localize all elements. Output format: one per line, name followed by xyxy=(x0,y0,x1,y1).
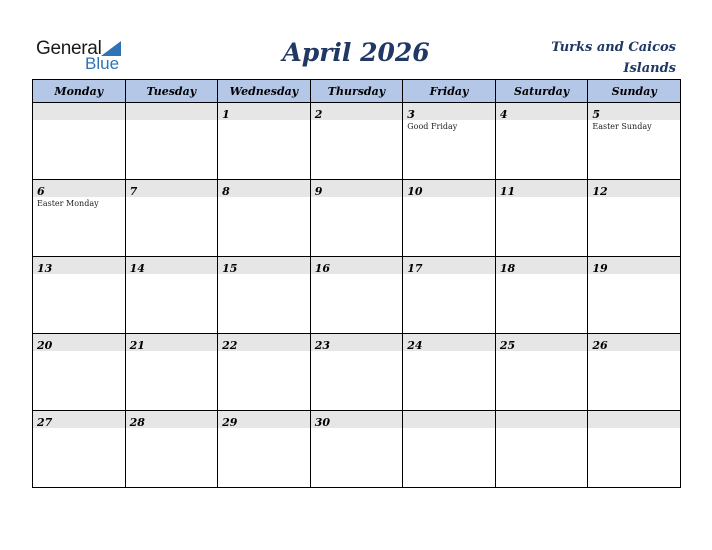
day-cell xyxy=(218,180,311,257)
week-row xyxy=(33,103,681,180)
day-number: 26 xyxy=(592,339,608,352)
day-number-bar xyxy=(496,257,588,274)
day-number-bar xyxy=(403,334,495,351)
weekday-tuesday: Tuesday xyxy=(125,80,218,103)
day-number: 1 xyxy=(222,108,230,121)
day-number: 7 xyxy=(129,185,138,198)
day-number-bar xyxy=(218,334,310,351)
day-cell xyxy=(33,411,126,488)
holiday-label xyxy=(311,120,403,122)
day-cell xyxy=(125,180,218,257)
day-number: 23 xyxy=(314,339,330,352)
day-cell xyxy=(218,411,311,488)
day-number-bar xyxy=(33,257,125,274)
day-number: 25 xyxy=(499,339,516,352)
day-cell xyxy=(218,103,311,180)
day-cell xyxy=(495,257,588,334)
day-number: 27 xyxy=(37,416,53,429)
day-number-bar xyxy=(588,103,680,120)
day-cell xyxy=(218,257,311,334)
day-number-bar xyxy=(218,411,310,428)
day-number-bar xyxy=(311,411,403,428)
day-number-bar xyxy=(311,103,403,120)
day-cell xyxy=(218,334,311,411)
day-cell xyxy=(125,103,218,180)
day-cell xyxy=(310,411,403,488)
day-cell xyxy=(33,334,126,411)
holiday-label xyxy=(218,197,310,199)
day-cell xyxy=(33,103,126,180)
day-number-bar xyxy=(496,103,588,120)
day-cell xyxy=(588,103,681,180)
weekday-saturday: Saturday xyxy=(495,80,588,103)
holiday-label xyxy=(588,428,680,430)
day-number-bar xyxy=(496,334,588,351)
day-number: 29 xyxy=(222,416,238,429)
day-number xyxy=(496,416,500,429)
day-cell xyxy=(403,411,496,488)
day-number-bar xyxy=(126,180,218,197)
day-number-bar xyxy=(403,103,495,120)
day-number-bar xyxy=(218,103,310,120)
day-number: 12 xyxy=(592,185,608,198)
day-number-bar xyxy=(588,411,680,428)
day-cell xyxy=(495,180,588,257)
day-number: 22 xyxy=(222,339,238,352)
day-number: 30 xyxy=(314,416,330,429)
weekday-monday: Monday xyxy=(33,80,126,103)
day-number: 6 xyxy=(37,185,45,198)
day-number: 24 xyxy=(407,339,423,352)
calendar-grid xyxy=(32,79,681,488)
day-number-bar xyxy=(311,180,403,197)
day-number: 14 xyxy=(129,262,145,275)
holiday-label xyxy=(126,120,218,122)
day-number-bar xyxy=(33,103,125,120)
day-number: 9 xyxy=(314,185,323,198)
day-cell xyxy=(125,334,218,411)
logo-text-blue: Blue xyxy=(85,54,120,73)
day-cell xyxy=(125,257,218,334)
holiday-label xyxy=(496,120,588,122)
weekday-thursday: Thursday xyxy=(310,80,403,103)
day-number: 8 xyxy=(222,185,230,198)
holiday-label xyxy=(311,197,403,199)
holiday-label xyxy=(403,428,495,430)
day-number xyxy=(403,416,407,429)
day-number-bar xyxy=(218,180,310,197)
day-number: 16 xyxy=(314,262,330,275)
day-cell xyxy=(495,103,588,180)
day-cell xyxy=(310,103,403,180)
day-number: 13 xyxy=(37,262,53,275)
holiday-label: Easter Monday xyxy=(37,199,99,208)
day-number: 17 xyxy=(407,262,423,275)
day-number-bar xyxy=(403,180,495,197)
week-row xyxy=(33,257,681,334)
day-number-bar xyxy=(126,411,218,428)
day-number-bar xyxy=(126,103,218,120)
week-row xyxy=(33,411,681,488)
weekday-wednesday: Wednesday xyxy=(218,80,311,103)
day-cell xyxy=(403,334,496,411)
day-number-bar xyxy=(588,334,680,351)
weekday-sunday: Sunday xyxy=(588,80,681,103)
holiday-label xyxy=(218,120,310,122)
day-number-bar xyxy=(33,334,125,351)
day-number-bar xyxy=(311,257,403,274)
holiday-label: Good Friday xyxy=(407,122,458,131)
day-number-bar xyxy=(33,411,125,428)
day-number: 10 xyxy=(407,185,423,198)
holiday-label xyxy=(33,120,125,122)
day-cell xyxy=(588,334,681,411)
day-cell xyxy=(33,180,126,257)
holiday-label xyxy=(126,197,218,199)
day-cell xyxy=(33,257,126,334)
day-number: 5 xyxy=(592,108,601,121)
holiday-label xyxy=(496,428,588,430)
day-number: 18 xyxy=(499,262,516,275)
day-number xyxy=(126,108,130,121)
day-number: 19 xyxy=(592,262,608,275)
day-number-bar xyxy=(496,411,588,428)
day-number-bar xyxy=(403,411,495,428)
day-cell xyxy=(403,180,496,257)
day-number-bar xyxy=(126,257,218,274)
day-number-bar xyxy=(588,180,680,197)
day-cell xyxy=(125,411,218,488)
week-row xyxy=(33,180,681,257)
day-number-bar xyxy=(126,334,218,351)
week-row xyxy=(33,334,681,411)
day-number: 3 xyxy=(407,108,415,121)
day-cell xyxy=(495,334,588,411)
day-number: 2 xyxy=(314,108,323,121)
country-name: Turks and Caicos Islands xyxy=(551,40,676,76)
day-cell xyxy=(588,180,681,257)
day-cell xyxy=(310,334,403,411)
day-number: 20 xyxy=(37,339,53,352)
day-number-bar xyxy=(496,180,588,197)
day-number xyxy=(33,108,37,121)
day-number-bar xyxy=(33,180,125,197)
day-number-bar xyxy=(218,257,310,274)
day-number xyxy=(588,416,592,429)
day-number-bar xyxy=(311,334,403,351)
day-cell xyxy=(403,103,496,180)
day-number-bar xyxy=(588,257,680,274)
day-number: 21 xyxy=(129,339,145,352)
day-number-bar xyxy=(403,257,495,274)
day-number: 4 xyxy=(499,108,508,121)
day-cell xyxy=(588,257,681,334)
day-cell xyxy=(310,180,403,257)
weekday-header-row xyxy=(33,80,681,103)
day-cell xyxy=(403,257,496,334)
logo-text-general: General xyxy=(36,38,102,59)
calendar-title: April 2026 xyxy=(282,38,430,67)
weekday-friday: Friday xyxy=(403,80,496,103)
day-cell xyxy=(495,411,588,488)
day-number: 11 xyxy=(499,185,516,198)
day-number: 15 xyxy=(222,262,238,275)
holiday-label: Easter Sunday xyxy=(592,122,652,131)
day-cell xyxy=(310,257,403,334)
day-cell xyxy=(588,411,681,488)
calendar-body xyxy=(33,103,681,488)
day-number: 28 xyxy=(129,416,145,429)
